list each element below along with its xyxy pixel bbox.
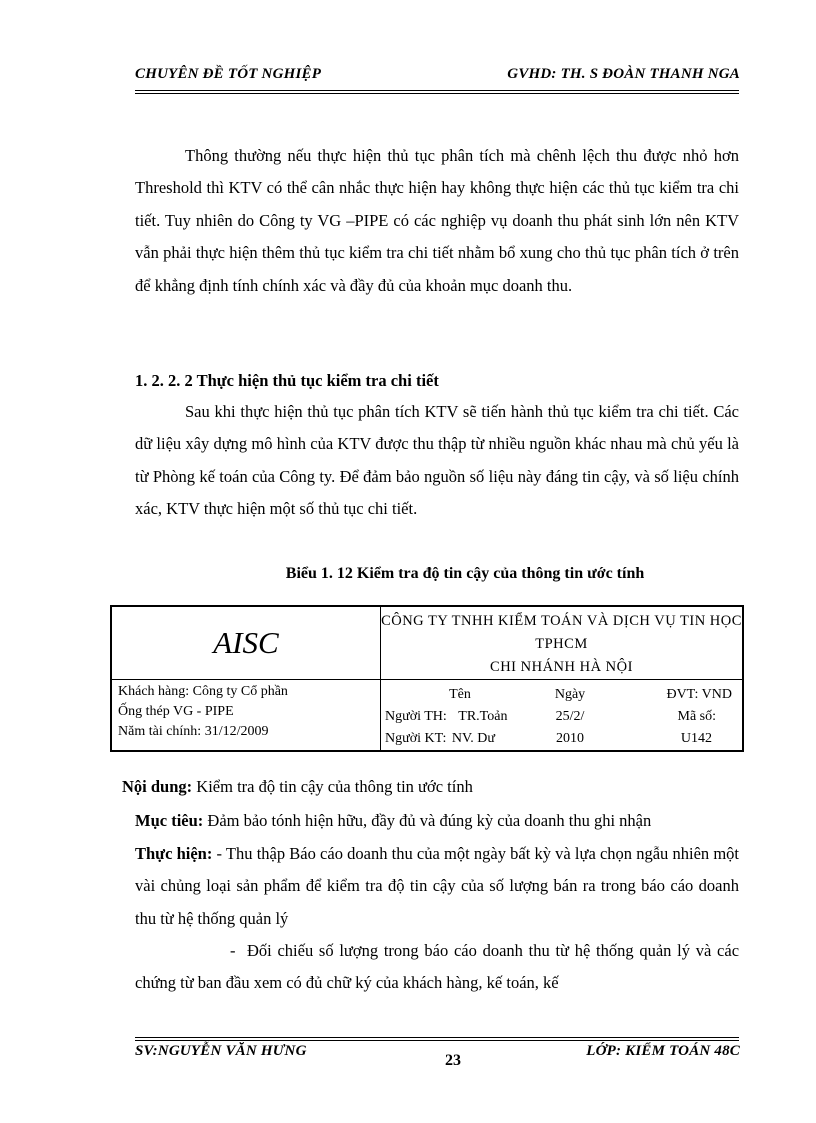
table-caption: Biểu 1. 12 Kiểm tra độ tin cậy của thông tin ước tính: [285, 565, 645, 582]
footer-right: LỚP: KIỂM TOÁN 48C: [586, 1043, 740, 1059]
header-rule-2: [135, 93, 739, 94]
footer-rule-2: [135, 1040, 739, 1041]
code-label: Mã số:: [677, 709, 716, 724]
paragraph-1: Thông thường nếu thực hiện thủ tục phân tích mà chênh lệch thu được nhỏ hơn Threshold thì KTV có thể cân nhắc thực hiện hay không thực hiện các thủ tục kiểm tra chi tiết. Tuy nhiên do Công ty VG –PIPE có các nghiệp vụ doanh thu phát sinh lớn nên KTV vẫn phải thực hiện thêm thủ tục kiểm tra chi tiết nhằm bổ xung cho thủ tục phân tích ở trên để khẳng định tính chính xác và đầy đủ của khoản mục doanh thu.: [135, 146, 739, 295]
content-line: Nội dung: Kiểm tra độ tin cậy của thông tin ước tính: [122, 777, 473, 796]
paragraph-2: Sau khi thực hiện thủ tục phân tích KTV sẽ tiến hành thủ tục kiểm tra chi tiết. Các dữ liệu xây dựng mô hình của KTV được thu thập từ nhiều nguồn khác nhau mà chủ yếu là từ Phòng kế toán của Công ty. Để đảm bảo nguồn số liệu này đáng tin cậy, và số liệu chính xác, KTV thực hiện một số thủ tục chi tiết.: [135, 402, 739, 519]
aisc-logo: AISC: [111, 606, 381, 680]
performer: Người TH: TR.Toản: [385, 709, 508, 724]
objective-line: Mục tiêu: Đảm bảo tónh hiện hữu, đầy đủ và đúng kỳ của doanh thu ghi nhận: [135, 811, 652, 830]
page-number: 23: [445, 1052, 461, 1069]
header-right: GVHD: TH. S ĐOÀN THANH NGA: [507, 66, 740, 82]
footer-rule: [135, 1037, 739, 1038]
execution-paragraph: Thực hiện: - Thu thập Báo cáo doanh thu của một ngày bất kỳ và lựa chọn ngẫu nhiên một vài chủng loại sản phẩm để kiểm tra độ tin cậy của số lượng bán ra trong báo cáo doanh thu từ hệ thống quản lý: [135, 844, 739, 928]
footer-left: SV:NGUYỄN VĂN HƯNG: [135, 1043, 307, 1059]
header-rule: [135, 90, 739, 91]
col-name: Tên: [449, 687, 471, 702]
company-name: CÔNG TY TNHH KIỂM TOÁN VÀ DỊCH VỤ TIN HỌC TPHCM CHI NHÁNH HÀ NỘI: [381, 606, 744, 680]
col-unit: ĐVT: VND: [666, 687, 732, 702]
reviewer: Người KT: NV. Dư: [385, 731, 495, 746]
date-part1: 25/2/: [555, 709, 585, 724]
section-heading: 1. 2. 2. 2 Thực hiện thủ tục kiểm tra chi tiết: [135, 371, 439, 390]
header-left: CHUYÊN ĐỀ TỐT NGHIỆP: [135, 66, 322, 82]
code-value: U142: [680, 731, 712, 746]
date-part2: 2010: [556, 731, 584, 746]
signoff-grid: [381, 680, 744, 752]
execution-paragraph-2: - Đối chiếu số lượng trong báo cáo doanh thu từ hệ thống quản lý và các chứng từ ban đầu xem có đủ chữ ký của khách hàng, kế toán, kế: [135, 941, 740, 993]
client-info: Khách hàng: Công ty Cổ phần Ống thép VG - PIPE Năm tài chính: 31/12/2009: [111, 680, 381, 752]
audit-form-header: [110, 605, 744, 752]
col-date: Ngày: [554, 687, 586, 702]
